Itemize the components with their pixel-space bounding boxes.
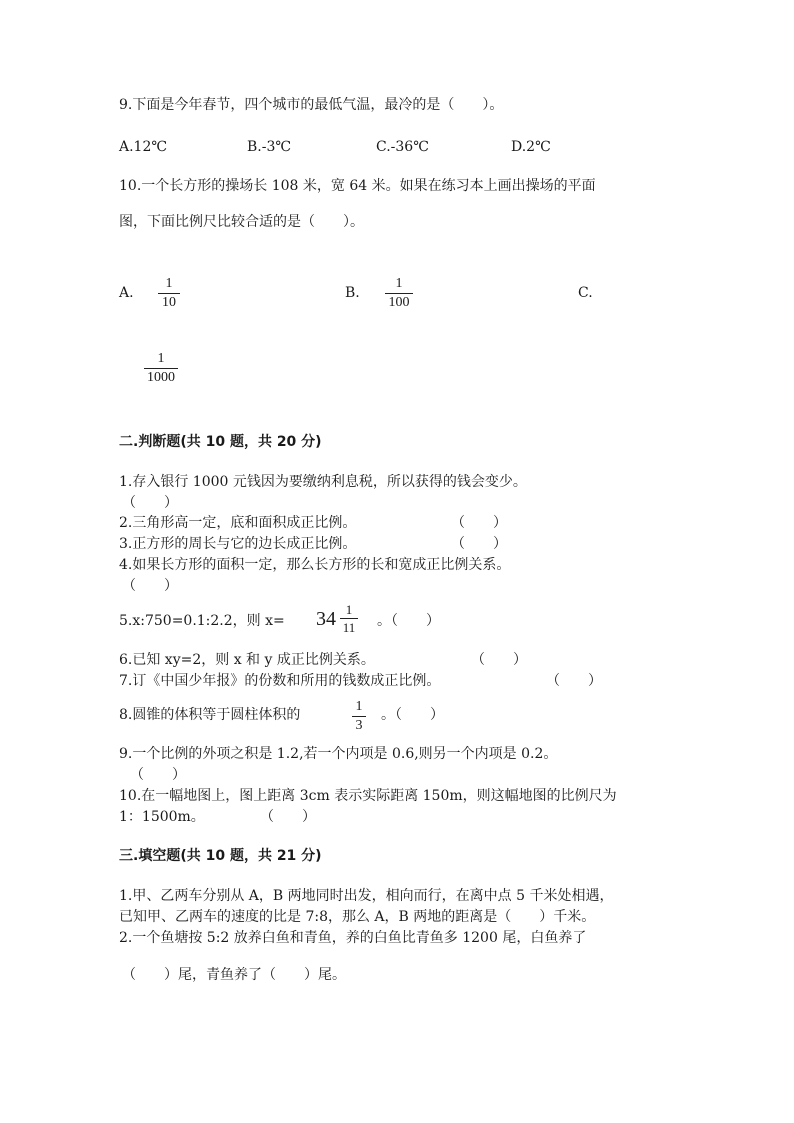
s2-item2-text: 2.三角形高一定，底和面积成正比例。	[119, 515, 357, 531]
s3-item2-line1: 2.一个鱼塘按 5:2 放养白鱼和青鱼，养的白鱼比青鱼多 1200 尾，白鱼养了	[119, 930, 587, 946]
s2-item1-line1: 1.存入银行 1000 元钱因为要缴纳利息税，所以获得的钱会变少。	[119, 474, 527, 490]
s2-item10-line1: 10.在一幅地图上，图上距离 3cm 表示实际距离 150m，则这幅地图的比例尺为	[119, 788, 617, 804]
fraction-bar	[144, 368, 178, 369]
s2-item7-answer-paren: （ ）	[546, 673, 602, 689]
q9-option-c: C.-36℃	[376, 139, 429, 155]
fraction-denominator: 10	[162, 295, 176, 310]
s2-item4-answer-paren: （ ）	[122, 578, 178, 594]
s2-item2-answer-paren: （ ）	[451, 515, 507, 531]
s2-item6-answer-paren: （ ）	[471, 652, 527, 668]
q10-stem-line1: 10.一个长方形的操场长 108 米，宽 64 米。如果在练习本上画出操场的平面	[119, 178, 596, 194]
q10-option-a-fraction	[158, 276, 180, 311]
q9-stem: 9.下面是今年春节，四个城市的最低气温，最冷的是（ ）。	[119, 97, 504, 113]
s2-item5-prefix: 5.x:750=0.1:2.2，则 x=	[119, 613, 285, 629]
s2-item5-mixed-number	[316, 602, 362, 640]
q9-option-b: B.-3℃	[247, 139, 292, 155]
s3-item1-line1: 1.甲、乙两车分别从 A，B 两地同时出发，相向而行，在离中点 5 千米处相遇，	[119, 888, 614, 904]
mixed-whole: 34	[316, 608, 336, 630]
fraction-numerator: 1	[395, 276, 403, 291]
s2-item8-suffix: 。（ ）	[381, 707, 444, 723]
q9-option-d: D.2℃	[511, 139, 551, 155]
s2-item5-suffix: 。（ ）	[377, 613, 440, 629]
s2-item8-fraction	[352, 699, 366, 734]
fraction-denominator: 3	[355, 718, 363, 733]
q10-stem-line2: 图，下面比例尺比较合适的是（ ）。	[119, 214, 364, 230]
fraction-denominator: 100	[388, 295, 410, 310]
s2-item4-line1: 4.如果长方形的面积一定，那么长方形的长和宽成正比例关系。	[119, 557, 511, 573]
s3-item2-line2: （ ）尾，青鱼养了（ ）尾。	[122, 967, 346, 983]
s2-item9-answer-paren: （ ）	[130, 767, 186, 783]
fraction-bar	[385, 293, 413, 294]
q10-option-c-fraction	[144, 351, 178, 386]
s2-item3-text: 3.正方形的周长与它的边长成正比例。	[119, 536, 357, 552]
s2-item1-answer-paren: （ ）	[122, 495, 178, 511]
fraction-numerator: 1	[165, 276, 173, 291]
section2-heading: 二.判断题(共 10 题，共 20 分)	[119, 434, 322, 450]
s2-item3-answer-paren: （ ）	[451, 536, 507, 552]
s2-item10-line2: 1：1500m。	[119, 809, 205, 825]
section3-heading: 三.填空题(共 10 题，共 21 分)	[119, 848, 322, 864]
fraction-numerator: 1	[345, 602, 353, 617]
fraction-bar	[352, 716, 366, 717]
s2-item9-line1: 9.一个比例的外项之积是 1.2,若一个内项是 0.6,则另一个内项是 0.2。	[119, 746, 558, 762]
s2-item6-text: 6.已知 xy=2，则 x 和 y 成正比例关系。	[119, 652, 375, 668]
fraction-bar	[340, 618, 358, 619]
q10-option-a-label: A.	[119, 285, 134, 301]
fraction-denominator: 11	[342, 620, 356, 635]
mixed-fraction	[340, 602, 358, 635]
fraction-bar	[158, 293, 180, 294]
q9-option-a: A.12℃	[119, 139, 168, 155]
s3-item1-line2: 已知甲、乙两车的速度的比是 7:8，那么 A，B 两地的距离是（ ）千米。	[119, 909, 596, 925]
fraction-numerator: 1	[355, 699, 363, 714]
fraction-denominator: 1000	[147, 370, 175, 385]
s2-item8-prefix: 8.圆锥的体积等于圆柱体积的	[119, 707, 301, 723]
q10-option-b-fraction	[385, 276, 413, 311]
s2-item10-answer-paren: （ ）	[260, 809, 316, 825]
q10-option-b-label: B.	[345, 285, 360, 301]
q10-option-c-label: C.	[578, 285, 593, 301]
s2-item7-text: 7.订《中国少年报》的份数和所用的钱数成正比例。	[119, 673, 441, 689]
fraction-numerator: 1	[157, 351, 165, 366]
